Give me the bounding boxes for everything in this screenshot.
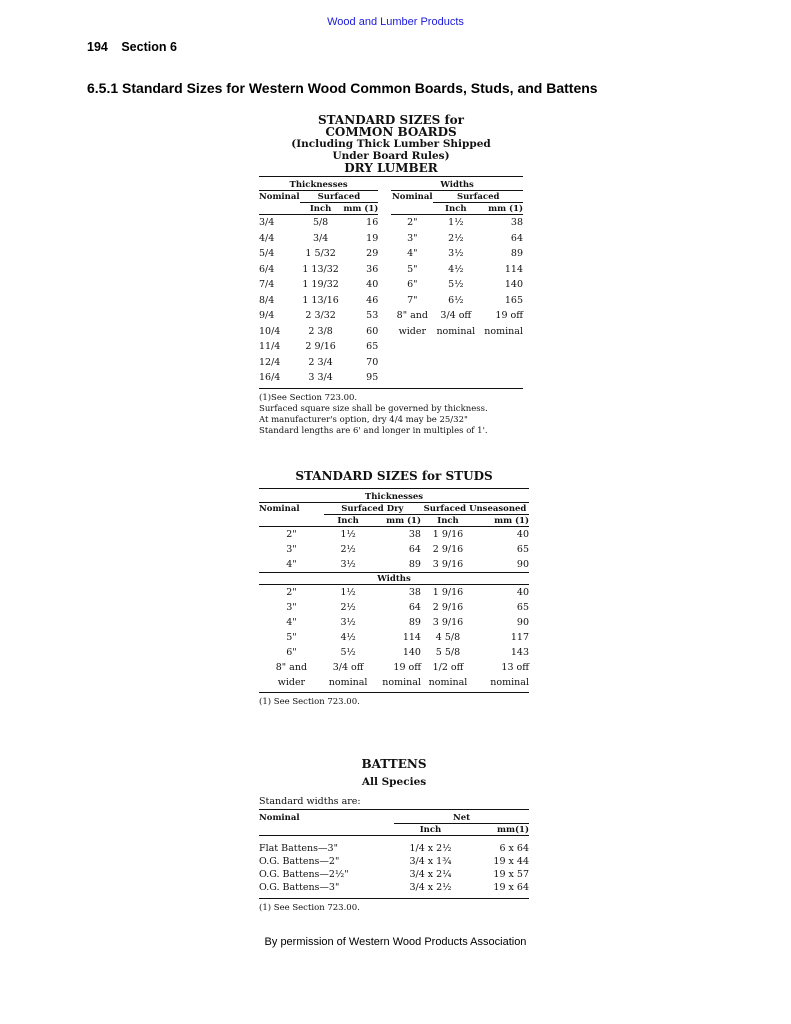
boards-note-3: At manufacturer's option, dry 4/4 may be 25/32" bbox=[259, 414, 468, 425]
footer-credit: By permission of Western Wood Products Association bbox=[264, 936, 527, 948]
boards-row bbox=[259, 355, 523, 371]
boards-row bbox=[259, 370, 523, 386]
studs-dry-mm-header: mm (1) bbox=[372, 515, 421, 527]
boards-row-cell: 1 19/32 bbox=[302, 279, 339, 291]
battens-row-cell: 19 x 44 bbox=[493, 856, 529, 867]
studs-unseasoned-inch-header: Inch bbox=[421, 515, 475, 527]
boards-row-cell: 3/4 off bbox=[440, 310, 472, 322]
studs-width-row-cell: 2" bbox=[286, 587, 297, 598]
studs-unseasoned-mm-header: mm (1) bbox=[475, 515, 529, 527]
battens-row bbox=[259, 868, 529, 881]
boards-row-cell: 53 bbox=[366, 310, 379, 322]
studs-thickness-row-cell: 64 bbox=[408, 544, 421, 555]
studs-width-row-cell: 140 bbox=[402, 647, 421, 658]
studs-thickness-row-cell: 38 bbox=[408, 529, 421, 540]
studs-width-row-cell: 4½ bbox=[340, 632, 356, 643]
studs-thickness-row-cell: 4" bbox=[286, 559, 297, 570]
boards-row-cell: 2 3/8 bbox=[308, 325, 333, 337]
studs-width-row bbox=[259, 675, 529, 690]
boards-title-3: (Including Thick Lumber Shipped bbox=[291, 138, 491, 150]
studs-widths-header: Widths bbox=[259, 573, 529, 585]
studs-thickness-row-cell: 89 bbox=[408, 559, 421, 570]
studs-thickness-row bbox=[259, 527, 529, 543]
boards-row-cell: 70 bbox=[366, 356, 379, 368]
boards-row-cell: 16/4 bbox=[259, 372, 281, 384]
studs-width-row-cell: 3" bbox=[286, 602, 297, 613]
studs-thickness-row-cell: 3½ bbox=[340, 559, 356, 570]
studs-width-row bbox=[259, 585, 529, 601]
boards-w-mm-header: mm (1) bbox=[478, 203, 523, 215]
studs-nominal-header: Nominal bbox=[259, 503, 300, 514]
boards-row bbox=[259, 246, 523, 262]
battens-net-header: Net bbox=[394, 812, 529, 824]
boards-row-cell: 114 bbox=[504, 263, 523, 275]
studs-width-row-cell: 3 9/16 bbox=[432, 617, 464, 628]
boards-row-cell: 40 bbox=[366, 279, 379, 291]
studs-width-row bbox=[259, 600, 529, 615]
boards-row bbox=[259, 308, 523, 324]
boards-row-cell: 1 13/16 bbox=[302, 294, 339, 306]
studs-width-row-cell: 38 bbox=[408, 587, 421, 598]
studs-width-row-cell: 1 9/16 bbox=[432, 587, 464, 598]
studs-width-row-cell: 5" bbox=[286, 632, 297, 643]
studs-width-row-cell: 5 5/8 bbox=[435, 647, 461, 658]
boards-row-cell: 7" bbox=[407, 294, 418, 306]
boards-row bbox=[259, 262, 523, 278]
boards-row-cell: 2 9/16 bbox=[305, 341, 336, 353]
studs-thickness-row-cell: 40 bbox=[516, 529, 529, 540]
boards-row-cell: 3/4 bbox=[312, 232, 329, 244]
studs-width-row-cell: 3/4 off bbox=[332, 662, 364, 673]
boards-row-cell: 5/8 bbox=[312, 217, 329, 229]
boards-row-cell: 89 bbox=[510, 248, 523, 260]
studs-width-row-cell: 2½ bbox=[340, 602, 356, 613]
studs-width-row-cell: 89 bbox=[408, 617, 421, 628]
studs-thickness-row-cell: 2 9/16 bbox=[432, 544, 464, 555]
studs-thickness-row-cell: 1½ bbox=[340, 529, 356, 540]
boards-title-2: COMMON BOARDS bbox=[325, 125, 457, 139]
studs-width-row-cell: 6" bbox=[286, 647, 297, 658]
boards-widths-header: Widths bbox=[391, 179, 523, 191]
studs-surfaced-dry-header: Surfaced Dry bbox=[324, 503, 421, 515]
boards-row-cell bbox=[391, 339, 433, 355]
boards-note-4: Standard lengths are 6' and longer in multiples of 1'. bbox=[259, 425, 488, 436]
battens-row-cell: Flat Battens—3" bbox=[259, 843, 338, 854]
boards-row-cell: 19 off bbox=[495, 310, 523, 322]
boards-row-cell bbox=[391, 355, 433, 371]
studs-width-row-cell: 65 bbox=[516, 602, 529, 613]
battens-nominal-header: Nominal bbox=[259, 812, 300, 823]
studs-thickness-row bbox=[259, 557, 529, 573]
studs-dry-inch-header: Inch bbox=[324, 515, 373, 527]
boards-notes bbox=[259, 393, 523, 437]
studs-width-row-cell: nominal bbox=[490, 677, 529, 688]
boards-row-cell bbox=[433, 355, 478, 371]
studs-thickness-row-cell: 65 bbox=[516, 544, 529, 555]
battens-subtitle: All Species bbox=[361, 776, 427, 788]
studs-width-row-cell: 1/2 off bbox=[432, 662, 464, 673]
studs-width-row bbox=[259, 630, 529, 645]
boards-row-cell: 1 5/32 bbox=[305, 248, 336, 260]
boards-row-cell: 3 3/4 bbox=[308, 372, 333, 384]
battens-row-cell: O.G. Battens—2½" bbox=[259, 869, 349, 880]
studs-thicknesses-header: Thicknesses bbox=[259, 491, 529, 503]
boards-row-cell: 11/4 bbox=[259, 341, 281, 353]
studs-thickness-row-cell: 3" bbox=[286, 544, 297, 555]
battens-title: BATTENS bbox=[361, 757, 427, 771]
boards-row-cell: 10/4 bbox=[259, 325, 281, 337]
boards-nominal-header: Nominal bbox=[259, 191, 300, 202]
studs-width-row-cell: 3½ bbox=[340, 617, 356, 628]
battens-row bbox=[259, 855, 529, 868]
studs-width-row-cell: 117 bbox=[510, 632, 529, 643]
studs-width-row-cell: 4 5/8 bbox=[435, 632, 461, 643]
boards-row-cell: nominal bbox=[436, 325, 476, 337]
boards-row-cell: 4½ bbox=[448, 263, 464, 275]
boards-row-cell: 165 bbox=[504, 294, 523, 306]
boards-title-5: DRY LUMBER bbox=[344, 161, 438, 175]
boards-row-cell: 60 bbox=[366, 325, 379, 337]
battens-inch-header: Inch bbox=[394, 824, 467, 836]
studs-width-row-cell: 40 bbox=[516, 587, 529, 598]
boards-row bbox=[259, 324, 523, 340]
battens-row-cell: 3/4 x 2½ bbox=[409, 882, 452, 893]
boards-w-inch-header: Inch bbox=[433, 203, 478, 215]
boards-surfaced-header: Surfaced bbox=[300, 191, 379, 203]
boards-row-cell: 1 13/32 bbox=[302, 263, 339, 275]
top-link[interactable]: Wood and Lumber Products bbox=[327, 16, 464, 28]
boards-row-cell: 46 bbox=[366, 294, 379, 306]
boards-row-cell bbox=[478, 339, 523, 355]
studs-width-row bbox=[259, 645, 529, 660]
boards-row-cell: 64 bbox=[510, 232, 523, 244]
studs-thickness-row-cell: 90 bbox=[516, 559, 529, 570]
boards-thicknesses-header: Thicknesses bbox=[259, 179, 378, 191]
boards-row-cell: 29 bbox=[366, 248, 379, 260]
boards-row-cell: 6½ bbox=[448, 294, 464, 306]
boards-title-1: STANDARD SIZES for bbox=[317, 113, 464, 127]
section-label: Section 6 bbox=[121, 40, 177, 54]
boards-row bbox=[259, 293, 523, 309]
boards-mm-header: mm (1) bbox=[343, 203, 379, 214]
boards-row-cell: 3" bbox=[407, 232, 418, 244]
studs-width-row-cell: 5½ bbox=[340, 647, 356, 658]
boards-row-cell: wider bbox=[398, 325, 427, 337]
boards-row-cell: 9/4 bbox=[259, 310, 275, 322]
studs-width-row bbox=[259, 660, 529, 675]
boards-row-cell: 8/4 bbox=[259, 294, 275, 306]
boards-row-cell: 5½ bbox=[448, 279, 464, 291]
battens-row-cell: 19 x 57 bbox=[493, 869, 529, 880]
boards-row bbox=[259, 277, 523, 293]
battens-row-cell: 6 x 64 bbox=[499, 843, 529, 854]
boards-row-cell: 4/4 bbox=[259, 232, 275, 244]
studs-table bbox=[259, 470, 529, 708]
boards-row-cell bbox=[433, 370, 478, 386]
boards-row-cell: 2 3/32 bbox=[305, 310, 336, 322]
boards-row-cell: 95 bbox=[366, 372, 379, 384]
studs-thickness-row-cell: 1 9/16 bbox=[432, 529, 464, 540]
studs-width-row-cell: wider bbox=[277, 677, 306, 688]
studs-width-row-cell: 2 9/16 bbox=[432, 602, 464, 613]
studs-width-row-cell: 64 bbox=[408, 602, 421, 613]
common-boards-table bbox=[259, 114, 523, 437]
studs-width-row-cell: 4" bbox=[286, 617, 297, 628]
boards-row-cell: 12/4 bbox=[259, 356, 281, 368]
studs-width-row-cell: 114 bbox=[402, 632, 421, 643]
boards-row-cell: nominal bbox=[484, 325, 523, 337]
boards-row bbox=[259, 215, 523, 231]
boards-note-1: (1)See Section 723.00. bbox=[259, 392, 358, 403]
boards-row-cell: 6" bbox=[407, 279, 418, 291]
studs-width-row-cell: 8" and bbox=[275, 662, 308, 673]
studs-thickness-row-cell: 2" bbox=[286, 529, 297, 540]
boards-row-cell: 38 bbox=[510, 217, 523, 229]
boards-w-surfaced-header: Surfaced bbox=[433, 191, 523, 203]
studs-width-row-cell: 13 off bbox=[501, 662, 529, 673]
boards-row-cell: 2 3/4 bbox=[308, 356, 333, 368]
battens-row-cell: O.G. Battens—2" bbox=[259, 856, 340, 867]
boards-row-cell bbox=[391, 370, 433, 386]
battens-row-cell: 3/4 x 2¼ bbox=[409, 869, 452, 880]
studs-width-row-cell: nominal bbox=[428, 677, 468, 688]
boards-grid bbox=[259, 179, 523, 386]
boards-row-cell bbox=[433, 339, 478, 355]
boards-row-cell: 65 bbox=[366, 341, 379, 353]
battens-note: (1) See Section 723.00. bbox=[259, 903, 360, 913]
studs-thickness-row-cell: 2½ bbox=[340, 544, 356, 555]
battens-mm-header: mm(1) bbox=[467, 824, 529, 836]
boards-w-nominal-header: Nominal bbox=[392, 191, 433, 202]
boards-row-cell: 2" bbox=[407, 217, 418, 229]
boards-row bbox=[259, 231, 523, 247]
studs-note: (1) See Section 723.00. bbox=[259, 697, 360, 707]
boards-row-cell: 3/4 bbox=[259, 217, 275, 229]
boards-inch-header: Inch bbox=[300, 203, 342, 215]
battens-grid bbox=[259, 812, 529, 894]
boards-row-cell: 4" bbox=[407, 248, 418, 260]
boards-row bbox=[259, 339, 523, 355]
page-number: 194 bbox=[87, 40, 108, 54]
studs-surfaced-unseasoned-header: Surfaced Unseasoned bbox=[421, 503, 529, 515]
boards-row-cell: 5/4 bbox=[259, 248, 275, 260]
boards-row-cell: 36 bbox=[366, 263, 379, 275]
boards-title-4: Under Board Rules) bbox=[332, 150, 450, 162]
boards-row-cell: 16 bbox=[366, 217, 379, 229]
studs-width-row-cell: 1½ bbox=[340, 587, 356, 598]
battens-row-cell: 3/4 x 1¾ bbox=[409, 856, 452, 867]
studs-width-row-cell: nominal bbox=[328, 677, 368, 688]
battens-row bbox=[259, 881, 529, 894]
boards-row-cell: 140 bbox=[504, 279, 523, 291]
section-title: 6.5.1 Standard Sizes for Western Wood Common Boards, Studs, and Battens bbox=[87, 80, 598, 96]
boards-row-cell: 19 bbox=[366, 232, 379, 244]
studs-title: STANDARD SIZES for STUDS bbox=[295, 469, 493, 483]
battens-row-cell: 1/4 x 2½ bbox=[409, 843, 452, 854]
battens-row-cell: 19 x 64 bbox=[493, 882, 529, 893]
boards-row-cell: 5" bbox=[407, 263, 418, 275]
boards-row-cell: 6/4 bbox=[259, 263, 275, 275]
boards-note-2: Surfaced square size shall be governed by thickness. bbox=[259, 403, 488, 414]
studs-thickness-row-cell: 3 9/16 bbox=[432, 559, 464, 570]
battens-intro: Standard widths are: bbox=[259, 796, 361, 807]
studs-width-row-cell: 90 bbox=[516, 617, 529, 628]
boards-row-cell bbox=[478, 355, 523, 371]
boards-row-cell bbox=[478, 370, 523, 386]
studs-grid bbox=[259, 491, 529, 690]
studs-width-row-cell: nominal bbox=[382, 677, 421, 688]
battens-row-cell: O.G. Battens—3" bbox=[259, 882, 340, 893]
studs-width-row bbox=[259, 615, 529, 630]
studs-width-row-cell: 19 off bbox=[393, 662, 421, 673]
battens-row bbox=[259, 842, 529, 855]
boards-row-cell: 3½ bbox=[448, 248, 464, 260]
boards-row-cell: 2½ bbox=[448, 232, 464, 244]
studs-thickness-row bbox=[259, 542, 529, 557]
boards-row-cell: 8" and bbox=[396, 310, 428, 322]
studs-width-row-cell: 143 bbox=[510, 647, 529, 658]
page-header bbox=[87, 40, 187, 54]
battens-table bbox=[259, 758, 529, 914]
boards-row-cell: 1½ bbox=[448, 217, 464, 229]
boards-row-cell: 7/4 bbox=[259, 279, 275, 291]
